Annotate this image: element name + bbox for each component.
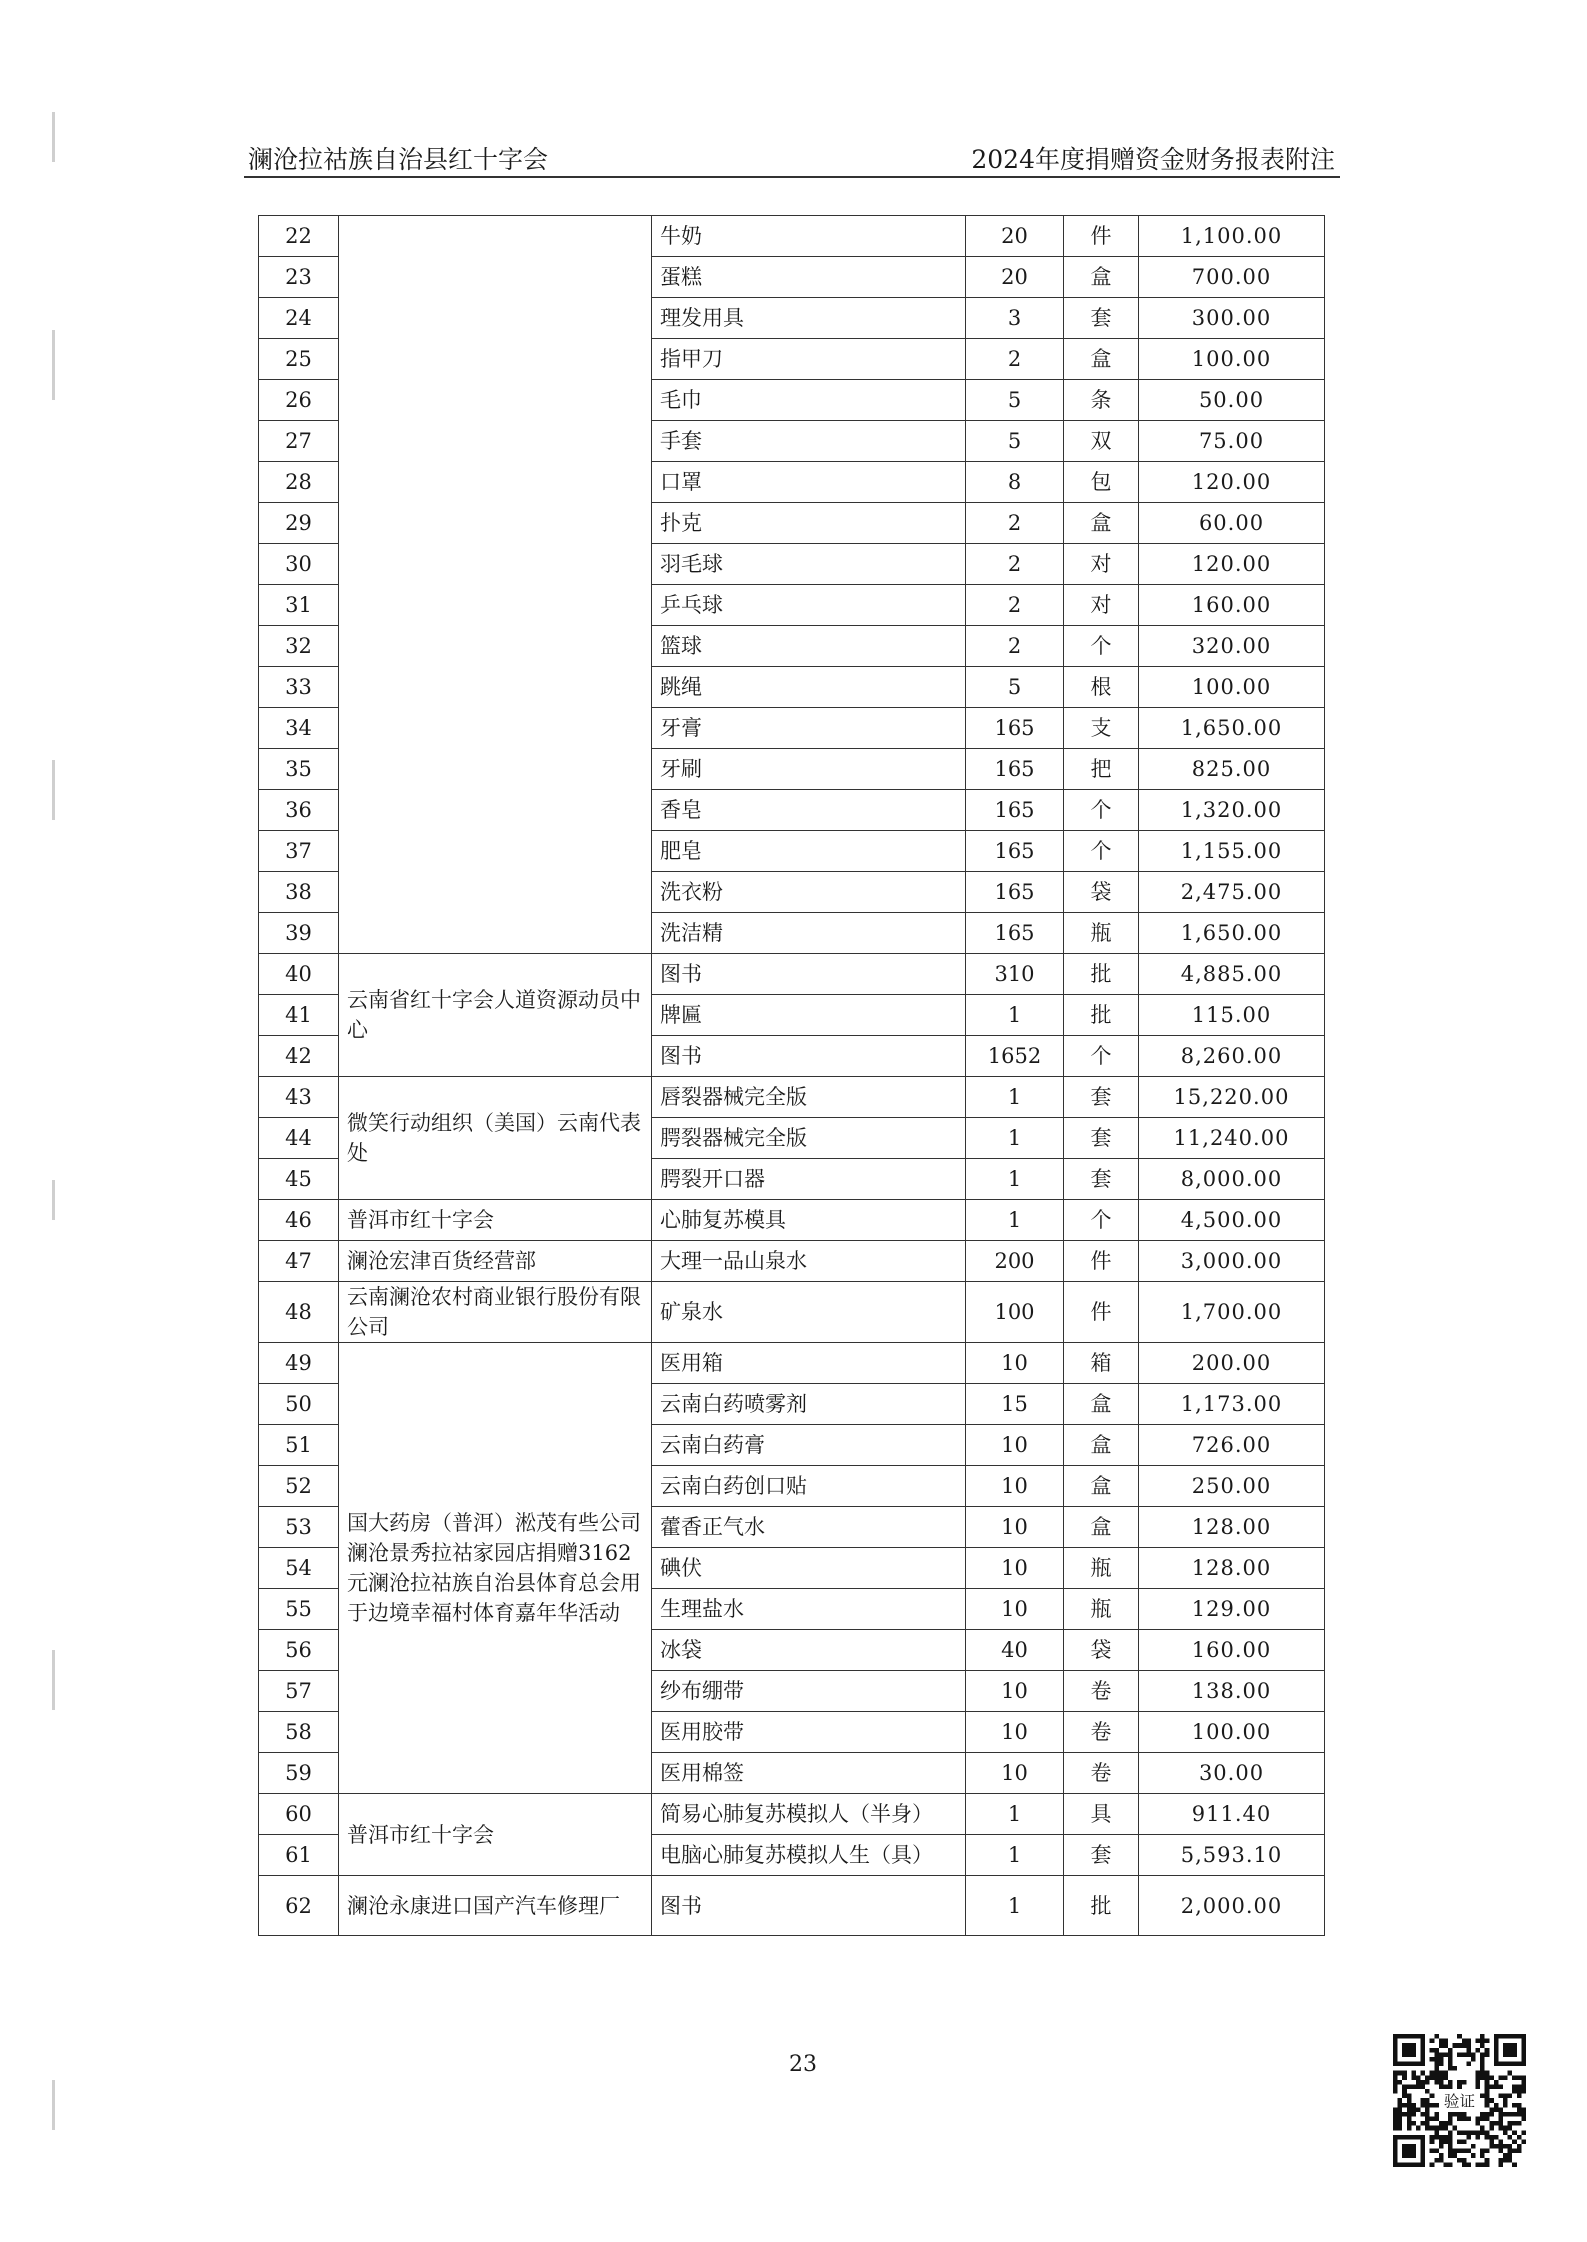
amount-cell: 100.00 [1139,339,1325,380]
row-number-cell: 60 [259,1794,339,1835]
unit-cell: 支 [1064,708,1139,749]
row-number-cell: 25 [259,339,339,380]
quantity-cell: 165 [966,708,1064,749]
item-name-cell: 碘伏 [652,1548,966,1589]
unit-cell: 个 [1064,1036,1139,1077]
unit-cell: 袋 [1064,872,1139,913]
donor-cell: 澜沧宏津百货经营部 [339,1241,652,1282]
scan-margin-mark [52,330,55,400]
header-organization: 澜沧拉祜族自治县红十字会 [248,145,549,174]
amount-cell: 5,593.10 [1139,1835,1325,1876]
row-number-cell: 61 [259,1835,339,1876]
table-row [259,216,1325,257]
amount-cell: 50.00 [1139,380,1325,421]
unit-cell: 瓶 [1064,1548,1139,1589]
item-name-cell: 口罩 [652,462,966,503]
row-number-cell: 33 [259,667,339,708]
unit-cell: 件 [1064,216,1139,257]
row-number-cell: 36 [259,790,339,831]
row-number-cell: 52 [259,1466,339,1507]
quantity-cell: 5 [966,380,1064,421]
amount-cell: 75.00 [1139,421,1325,462]
unit-cell: 把 [1064,749,1139,790]
quantity-cell: 15 [966,1384,1064,1425]
scan-margin-mark [52,2080,55,2130]
item-name-cell: 牌匾 [652,995,966,1036]
amount-cell: 4,500.00 [1139,1200,1325,1241]
quantity-cell: 165 [966,749,1064,790]
unit-cell: 套 [1064,1835,1139,1876]
donor-cell [339,216,652,954]
item-name-cell: 肥皂 [652,831,966,872]
unit-cell: 套 [1064,1159,1139,1200]
scan-margin-mark [52,1180,55,1220]
quantity-cell: 10 [966,1671,1064,1712]
unit-cell: 件 [1064,1282,1139,1343]
unit-cell: 卷 [1064,1671,1139,1712]
quantity-cell: 8 [966,462,1064,503]
quantity-cell: 10 [966,1548,1064,1589]
unit-cell: 袋 [1064,1630,1139,1671]
header-rule [244,176,1340,178]
amount-cell: 128.00 [1139,1548,1325,1589]
table-row [259,954,1325,995]
amount-cell: 8,260.00 [1139,1036,1325,1077]
row-number-cell: 56 [259,1630,339,1671]
row-number-cell: 32 [259,626,339,667]
unit-cell: 瓶 [1064,1589,1139,1630]
quantity-cell: 1 [966,1200,1064,1241]
table-row [259,1282,1325,1343]
row-number-cell: 34 [259,708,339,749]
quantity-cell: 10 [966,1753,1064,1794]
row-number-cell: 23 [259,257,339,298]
quantity-cell: 1 [966,1159,1064,1200]
row-number-cell: 38 [259,872,339,913]
row-number-cell: 45 [259,1159,339,1200]
quantity-cell: 10 [966,1589,1064,1630]
item-name-cell: 云南白药创口贴 [652,1466,966,1507]
quantity-cell: 1 [966,1794,1064,1835]
quantity-cell: 5 [966,421,1064,462]
table-row [259,1876,1325,1936]
quantity-cell: 10 [966,1425,1064,1466]
unit-cell: 批 [1064,954,1139,995]
unit-cell: 条 [1064,380,1139,421]
item-name-cell: 图书 [652,1036,966,1077]
item-name-cell: 乒乓球 [652,585,966,626]
table-row [259,1241,1325,1282]
amount-cell: 138.00 [1139,1671,1325,1712]
item-name-cell: 牛奶 [652,216,966,257]
donor-cell: 云南省红十字会人道资源动员中心 [339,954,652,1077]
unit-cell: 卷 [1064,1753,1139,1794]
quantity-cell: 1 [966,1876,1064,1936]
quantity-cell: 165 [966,913,1064,954]
unit-cell: 包 [1064,462,1139,503]
quantity-cell: 1 [966,1835,1064,1876]
donor-cell: 微笑行动组织（美国）云南代表处 [339,1077,652,1200]
amount-cell: 726.00 [1139,1425,1325,1466]
quantity-cell: 2 [966,585,1064,626]
unit-cell: 对 [1064,544,1139,585]
unit-cell: 盒 [1064,1384,1139,1425]
row-number-cell: 40 [259,954,339,995]
amount-cell: 160.00 [1139,585,1325,626]
item-name-cell: 电脑心肺复苏模拟人生（具） [652,1835,966,1876]
unit-cell: 盒 [1064,257,1139,298]
amount-cell: 2,475.00 [1139,872,1325,913]
row-number-cell: 44 [259,1118,339,1159]
amount-cell: 2,000.00 [1139,1876,1325,1936]
row-number-cell: 37 [259,831,339,872]
amount-cell: 700.00 [1139,257,1325,298]
row-number-cell: 53 [259,1507,339,1548]
amount-cell: 825.00 [1139,749,1325,790]
row-number-cell: 29 [259,503,339,544]
amount-cell: 100.00 [1139,1712,1325,1753]
row-number-cell: 58 [259,1712,339,1753]
row-number-cell: 24 [259,298,339,339]
quantity-cell: 2 [966,544,1064,585]
row-number-cell: 50 [259,1384,339,1425]
item-name-cell: 冰袋 [652,1630,966,1671]
item-name-cell: 香皂 [652,790,966,831]
amount-cell: 129.00 [1139,1589,1325,1630]
qr-label: 验证 [1443,2092,1476,2111]
row-number-cell: 54 [259,1548,339,1589]
amount-cell: 1,173.00 [1139,1384,1325,1425]
item-name-cell: 医用箱 [652,1343,966,1384]
unit-cell: 盒 [1064,1507,1139,1548]
unit-cell: 套 [1064,1118,1139,1159]
amount-cell: 15,220.00 [1139,1077,1325,1118]
unit-cell: 个 [1064,1200,1139,1241]
quantity-cell: 165 [966,872,1064,913]
table-row [259,1077,1325,1118]
donor-cell: 国大药房（普洱）淞茂有些公司澜沧景秀拉祜家园店捐赠3162元澜沧拉祜族自治县体育总会用于边境幸福村体育嘉年华活动 [339,1343,652,1794]
unit-cell: 个 [1064,790,1139,831]
unit-cell: 盒 [1064,503,1139,544]
donor-cell: 云南澜沧农村商业银行股份有限公司 [339,1282,652,1343]
quantity-cell: 1 [966,1118,1064,1159]
amount-cell: 100.00 [1139,667,1325,708]
unit-cell: 批 [1064,1876,1139,1936]
amount-cell: 1,700.00 [1139,1282,1325,1343]
row-number-cell: 51 [259,1425,339,1466]
qr-code-icon [1393,2034,1526,2167]
unit-cell: 卷 [1064,1712,1139,1753]
unit-cell: 批 [1064,995,1139,1036]
quantity-cell: 165 [966,831,1064,872]
item-name-cell: 羽毛球 [652,544,966,585]
scan-margin-mark [52,112,55,162]
row-number-cell: 31 [259,585,339,626]
unit-cell: 根 [1064,667,1139,708]
row-number-cell: 22 [259,216,339,257]
quantity-cell: 3 [966,298,1064,339]
row-number-cell: 49 [259,1343,339,1384]
item-name-cell: 生理盐水 [652,1589,966,1630]
item-name-cell: 篮球 [652,626,966,667]
amount-cell: 1,650.00 [1139,708,1325,749]
amount-cell: 11,240.00 [1139,1118,1325,1159]
item-name-cell: 腭裂开口器 [652,1159,966,1200]
quantity-cell: 20 [966,216,1064,257]
item-name-cell: 跳绳 [652,667,966,708]
donor-cell: 澜沧永康进口国产汽车修理厂 [339,1876,652,1936]
amount-cell: 911.40 [1139,1794,1325,1835]
amount-cell: 128.00 [1139,1507,1325,1548]
row-number-cell: 42 [259,1036,339,1077]
unit-cell: 盒 [1064,339,1139,380]
row-number-cell: 39 [259,913,339,954]
row-number-cell: 57 [259,1671,339,1712]
quantity-cell: 20 [966,257,1064,298]
row-number-cell: 27 [259,421,339,462]
item-name-cell: 手套 [652,421,966,462]
item-name-cell: 毛巾 [652,380,966,421]
row-number-cell: 46 [259,1200,339,1241]
unit-cell: 个 [1064,626,1139,667]
quantity-cell: 2 [966,339,1064,380]
scan-margin-mark [52,1650,55,1710]
quantity-cell: 5 [966,667,1064,708]
row-number-cell: 41 [259,995,339,1036]
quantity-cell: 10 [966,1343,1064,1384]
amount-cell: 120.00 [1139,462,1325,503]
table-row [259,1343,1325,1384]
amount-cell: 4,885.00 [1139,954,1325,995]
amount-cell: 1,100.00 [1139,216,1325,257]
quantity-cell: 10 [966,1507,1064,1548]
amount-cell: 3,000.00 [1139,1241,1325,1282]
unit-cell: 盒 [1064,1425,1139,1466]
row-number-cell: 48 [259,1282,339,1343]
amount-cell: 300.00 [1139,298,1325,339]
row-number-cell: 35 [259,749,339,790]
item-name-cell: 心肺复苏模具 [652,1200,966,1241]
item-name-cell: 蛋糕 [652,257,966,298]
row-number-cell: 26 [259,380,339,421]
scan-margin-mark [52,760,55,820]
row-number-cell: 43 [259,1077,339,1118]
amount-cell: 30.00 [1139,1753,1325,1794]
unit-cell: 对 [1064,585,1139,626]
item-name-cell: 理发用具 [652,298,966,339]
amount-cell: 8,000.00 [1139,1159,1325,1200]
quantity-cell: 165 [966,790,1064,831]
amount-cell: 1,320.00 [1139,790,1325,831]
item-name-cell: 纱布绷带 [652,1671,966,1712]
item-name-cell: 牙膏 [652,708,966,749]
quantity-cell: 200 [966,1241,1064,1282]
donor-cell: 普洱市红十字会 [339,1794,652,1876]
header-document-title: 2024年度捐赠资金财务报表附注 [971,145,1335,174]
unit-cell: 双 [1064,421,1139,462]
page-number: 23 [789,2052,817,2077]
amount-cell: 1,650.00 [1139,913,1325,954]
quantity-cell: 1 [966,1077,1064,1118]
quantity-cell: 10 [966,1466,1064,1507]
donation-table-body [259,216,1325,1936]
item-name-cell: 大理一品山泉水 [652,1241,966,1282]
quantity-cell: 40 [966,1630,1064,1671]
unit-cell: 件 [1064,1241,1139,1282]
amount-cell: 320.00 [1139,626,1325,667]
amount-cell: 250.00 [1139,1466,1325,1507]
donation-table [258,215,1325,1936]
item-name-cell: 洗衣粉 [652,872,966,913]
item-name-cell: 简易心肺复苏模拟人（半身） [652,1794,966,1835]
item-name-cell: 洗洁精 [652,913,966,954]
item-name-cell: 医用棉签 [652,1753,966,1794]
quantity-cell: 2 [966,626,1064,667]
item-name-cell: 图书 [652,954,966,995]
quantity-cell: 10 [966,1712,1064,1753]
table-row [259,1200,1325,1241]
unit-cell: 具 [1064,1794,1139,1835]
row-number-cell: 62 [259,1876,339,1936]
quantity-cell: 310 [966,954,1064,995]
amount-cell: 200.00 [1139,1343,1325,1384]
row-number-cell: 28 [259,462,339,503]
unit-cell: 盒 [1064,1466,1139,1507]
unit-cell: 套 [1064,298,1139,339]
amount-cell: 160.00 [1139,1630,1325,1671]
item-name-cell: 扑克 [652,503,966,544]
item-name-cell: 医用胶带 [652,1712,966,1753]
table-row [259,1794,1325,1835]
row-number-cell: 47 [259,1241,339,1282]
item-name-cell: 牙刷 [652,749,966,790]
unit-cell: 箱 [1064,1343,1139,1384]
item-name-cell: 藿香正气水 [652,1507,966,1548]
quantity-cell: 1 [966,995,1064,1036]
row-number-cell: 59 [259,1753,339,1794]
unit-cell: 瓶 [1064,913,1139,954]
amount-cell: 60.00 [1139,503,1325,544]
item-name-cell: 指甲刀 [652,339,966,380]
unit-cell: 套 [1064,1077,1139,1118]
amount-cell: 120.00 [1139,544,1325,585]
amount-cell: 115.00 [1139,995,1325,1036]
quantity-cell: 2 [966,503,1064,544]
item-name-cell: 唇裂器械完全版 [652,1077,966,1118]
donor-cell: 普洱市红十字会 [339,1200,652,1241]
row-number-cell: 30 [259,544,339,585]
item-name-cell: 图书 [652,1876,966,1936]
item-name-cell: 云南白药喷雾剂 [652,1384,966,1425]
quantity-cell: 100 [966,1282,1064,1343]
unit-cell: 个 [1064,831,1139,872]
item-name-cell: 云南白药膏 [652,1425,966,1466]
row-number-cell: 55 [259,1589,339,1630]
quantity-cell: 1652 [966,1036,1064,1077]
amount-cell: 1,155.00 [1139,831,1325,872]
item-name-cell: 矿泉水 [652,1282,966,1343]
item-name-cell: 腭裂器械完全版 [652,1118,966,1159]
